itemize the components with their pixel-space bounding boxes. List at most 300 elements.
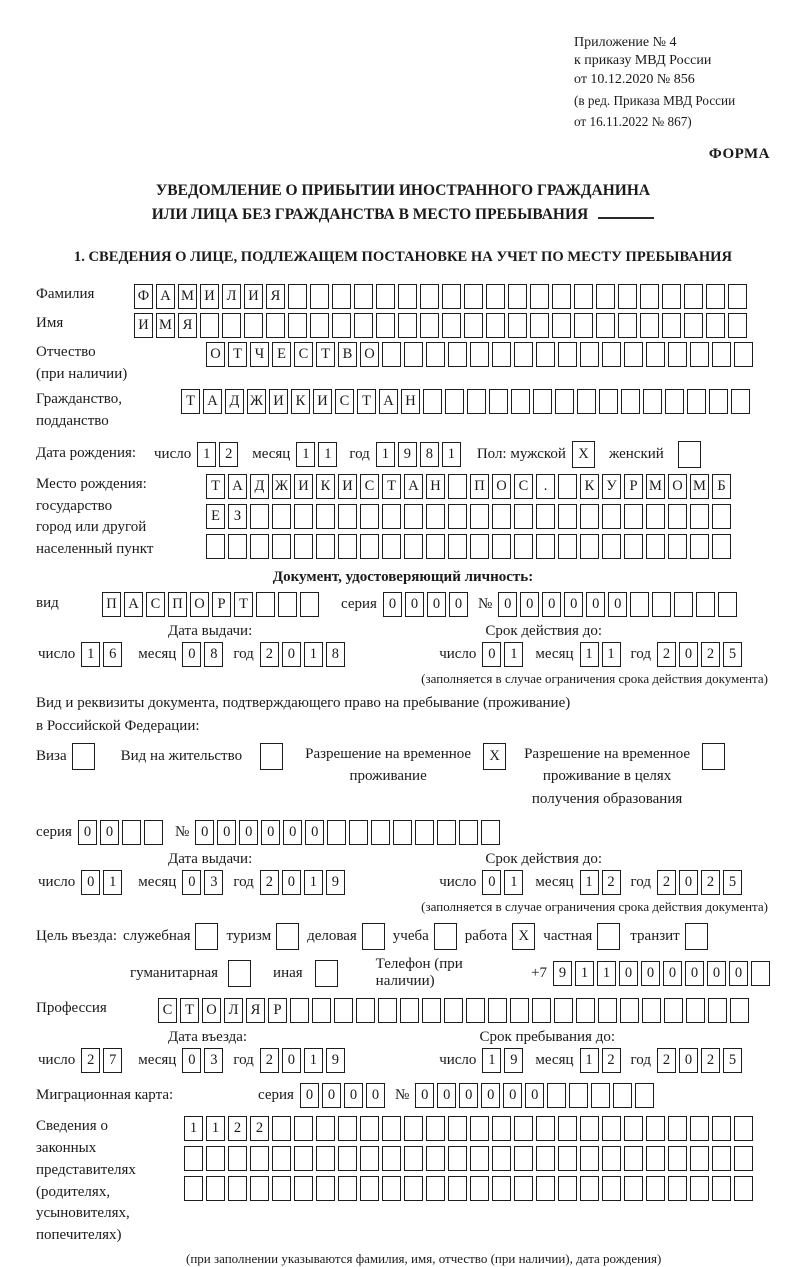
- char-box: [690, 534, 709, 559]
- purpose-checkbox: [362, 923, 385, 950]
- char-box: [558, 474, 577, 499]
- char-box: Л: [224, 998, 243, 1023]
- char-box: 0: [305, 820, 324, 845]
- char-box: И: [200, 284, 219, 309]
- purpose-label: Цель въезда:: [36, 928, 117, 945]
- char-box: [734, 1176, 753, 1201]
- char-box: 0: [619, 961, 638, 986]
- stay-until-group: [439, 1048, 742, 1073]
- char-box: [376, 313, 395, 338]
- char-box: [558, 534, 577, 559]
- char-box: [382, 342, 401, 367]
- char-box: [558, 1146, 577, 1171]
- day-label: число: [38, 1052, 76, 1069]
- representatives-box-rows: [184, 1116, 753, 1201]
- purpose-row: [36, 923, 770, 950]
- char-box: [712, 504, 731, 529]
- birth-place-boxes-1: [206, 474, 731, 499]
- char-box: 1: [296, 442, 315, 467]
- char-box: [300, 592, 319, 617]
- identity-valid-month-boxes: [580, 642, 621, 667]
- char-box: [315, 960, 338, 987]
- char-box: [530, 284, 549, 309]
- char-box: [360, 1176, 379, 1201]
- char-box: М: [156, 313, 175, 338]
- char-box: [696, 592, 715, 617]
- char-box: [442, 313, 461, 338]
- char-box: 2: [657, 870, 676, 895]
- char-box: [558, 1116, 577, 1141]
- char-box: Д: [250, 474, 269, 499]
- char-box: [371, 820, 390, 845]
- char-box: Я: [178, 313, 197, 338]
- char-box: Ж: [247, 389, 266, 414]
- char-box: [470, 534, 489, 559]
- char-box: [470, 1116, 489, 1141]
- char-box: [360, 1116, 379, 1141]
- profession-row: [36, 998, 770, 1023]
- char-box: З: [228, 504, 247, 529]
- char-box: [635, 1083, 654, 1108]
- char-box: [448, 534, 467, 559]
- char-box: [360, 534, 379, 559]
- char-box: [228, 1146, 247, 1171]
- residence-valid-day-boxes: [482, 870, 523, 895]
- char-box: Ч: [250, 342, 269, 367]
- char-box: 2: [657, 642, 676, 667]
- char-box: 9: [504, 1048, 523, 1073]
- char-box: 0: [282, 642, 301, 667]
- char-box: [492, 504, 511, 529]
- char-box: 0: [81, 870, 100, 895]
- birth-date-row: [36, 441, 770, 468]
- char-box: [514, 534, 533, 559]
- entry-dates-row: [36, 1048, 770, 1073]
- char-box: [602, 1146, 621, 1171]
- char-box: [591, 1083, 610, 1108]
- char-box: 0: [195, 820, 214, 845]
- temp-residence-label: Разрешение на временное проживание: [305, 745, 472, 785]
- char-box: 1: [442, 442, 461, 467]
- migration-series-label: серия: [258, 1087, 294, 1104]
- char-box: [376, 284, 395, 309]
- char-box: [690, 1116, 709, 1141]
- char-box: [492, 534, 511, 559]
- char-box: [492, 1176, 511, 1201]
- char-box: М: [690, 474, 709, 499]
- char-box: 0: [679, 870, 698, 895]
- char-box: [316, 534, 335, 559]
- char-box: [426, 1176, 445, 1201]
- char-box: 0: [503, 1083, 522, 1108]
- char-box: [508, 284, 527, 309]
- year-label: год: [630, 645, 651, 662]
- identity-kind-boxes: [102, 592, 319, 617]
- char-box: 5: [723, 870, 742, 895]
- purpose-checkbox: [434, 923, 457, 950]
- char-box: [444, 998, 463, 1023]
- char-box: 8: [420, 442, 439, 467]
- identity-issue-header: Дата выдачи:: [168, 622, 253, 639]
- appendix-line: от 10.12.2020 № 856: [574, 71, 695, 87]
- char-box: [327, 820, 346, 845]
- char-box: Т: [316, 342, 335, 367]
- char-box: [378, 998, 397, 1023]
- char-box: 2: [260, 642, 279, 667]
- profession-label: Профессия: [36, 1000, 107, 1017]
- char-box: 1: [482, 1048, 501, 1073]
- char-box: [294, 1146, 313, 1171]
- page-title: [36, 179, 770, 227]
- char-box: [316, 1146, 335, 1171]
- char-box: 1: [580, 870, 599, 895]
- char-box: [382, 1176, 401, 1201]
- char-box: [686, 998, 705, 1023]
- char-box: [470, 342, 489, 367]
- char-box: Т: [180, 998, 199, 1023]
- char-box: О: [492, 474, 511, 499]
- char-box: 2: [228, 1116, 247, 1141]
- char-box: 9: [553, 961, 572, 986]
- char-box: [250, 504, 269, 529]
- char-box: [668, 1176, 687, 1201]
- month-label: месяц: [535, 645, 574, 662]
- profession-boxes: [158, 998, 749, 1023]
- surname-label: Фамилия: [36, 285, 95, 302]
- identity-valid-group: [439, 642, 742, 667]
- char-box: 8: [326, 642, 345, 667]
- char-box: [338, 1176, 357, 1201]
- char-box: [448, 1176, 467, 1201]
- char-box: 0: [707, 961, 726, 986]
- day-label: число: [38, 645, 76, 662]
- char-box: О: [360, 342, 379, 367]
- residence-valid-header: Срок действия до:: [485, 851, 602, 868]
- entry-date-header: Дата въезда:: [168, 1029, 248, 1046]
- birth-place-label-line: государство: [36, 497, 113, 514]
- char-box: А: [404, 474, 423, 499]
- patronymic-label-2: (при наличии): [36, 365, 128, 382]
- char-box: [510, 998, 529, 1023]
- char-box: 1: [304, 1048, 323, 1073]
- char-box: [514, 1116, 533, 1141]
- char-box: 9: [326, 870, 345, 895]
- char-box: [532, 998, 551, 1023]
- char-box: [734, 342, 753, 367]
- char-box: [200, 313, 219, 338]
- char-box: [393, 820, 412, 845]
- char-box: Т: [357, 389, 376, 414]
- char-box: И: [313, 389, 332, 414]
- char-box: [751, 961, 770, 986]
- char-box: [184, 1146, 203, 1171]
- char-box: [646, 504, 665, 529]
- purpose-option: работа X: [465, 923, 536, 950]
- char-box: [547, 1083, 566, 1108]
- char-box: [536, 534, 555, 559]
- char-box: [536, 504, 555, 529]
- char-box: 0: [525, 1083, 544, 1108]
- char-box: 0: [217, 820, 236, 845]
- entry-year-boxes: [260, 1048, 345, 1073]
- edition-line: от 16.11.2022 № 867): [574, 113, 692, 129]
- char-box: [602, 504, 621, 529]
- char-box: [448, 342, 467, 367]
- char-box: [646, 1176, 665, 1201]
- char-box: М: [646, 474, 665, 499]
- char-box: 1: [197, 442, 216, 467]
- identity-issue-month-boxes: [182, 642, 223, 667]
- char-box: Я: [246, 998, 265, 1023]
- char-box: 0: [100, 820, 119, 845]
- title-underline: [598, 217, 654, 219]
- char-box: [426, 1146, 445, 1171]
- char-box: [514, 504, 533, 529]
- identity-valid-year-boxes: [657, 642, 742, 667]
- birth-place-label-line: город или другой: [36, 519, 147, 536]
- purpose-checkbox: [597, 923, 620, 950]
- char-box: 0: [239, 820, 258, 845]
- char-box: [354, 313, 373, 338]
- char-box: [642, 998, 661, 1023]
- char-box: 2: [701, 870, 720, 895]
- char-box: Н: [426, 474, 445, 499]
- char-box: О: [202, 998, 221, 1023]
- char-box: К: [316, 474, 335, 499]
- surname-row: [36, 284, 770, 309]
- char-box: [685, 923, 708, 950]
- char-box: 0: [344, 1083, 363, 1108]
- year-label: год: [630, 874, 651, 891]
- char-box: [467, 389, 486, 414]
- char-box: [554, 998, 573, 1023]
- char-box: [470, 504, 489, 529]
- char-box: [492, 342, 511, 367]
- purpose-option: туризм: [226, 923, 299, 950]
- char-box: [486, 313, 505, 338]
- char-box: А: [156, 284, 175, 309]
- patronymic-boxes: [206, 342, 753, 367]
- stay-month-boxes: [580, 1048, 621, 1073]
- char-box: [294, 1116, 313, 1141]
- char-box: Р: [268, 998, 287, 1023]
- char-box: 0: [366, 1083, 385, 1108]
- sex-male-label: Пол: мужской: [476, 445, 566, 462]
- char-box: [646, 1116, 665, 1141]
- char-box: [404, 1176, 423, 1201]
- char-box: [662, 313, 681, 338]
- char-box: [206, 1146, 225, 1171]
- appendix-block: [574, 34, 770, 130]
- char-box: [552, 284, 571, 309]
- purpose-option: иная: [273, 960, 338, 987]
- char-box: [294, 1176, 313, 1201]
- char-box: [415, 820, 434, 845]
- char-box: [728, 284, 747, 309]
- char-box: 2: [657, 1048, 676, 1073]
- char-box: [332, 313, 351, 338]
- char-box: Н: [401, 389, 420, 414]
- char-box: [577, 389, 596, 414]
- char-box: [228, 1176, 247, 1201]
- char-box: 2: [701, 642, 720, 667]
- char-box: [404, 1146, 423, 1171]
- char-box: [184, 1176, 203, 1201]
- char-box: [354, 284, 373, 309]
- char-box: 1: [602, 642, 621, 667]
- char-box: [228, 960, 251, 987]
- char-box: И: [134, 313, 153, 338]
- char-box: [640, 284, 659, 309]
- char-box: С: [514, 474, 533, 499]
- identity-doc-heading: Документ, удостоверяющий личность:: [272, 568, 534, 585]
- char-box: Р: [212, 592, 231, 617]
- char-box: 0: [608, 592, 627, 617]
- char-box: [294, 504, 313, 529]
- char-box: 1: [580, 1048, 599, 1073]
- char-box: Б: [712, 474, 731, 499]
- char-box: У: [602, 474, 621, 499]
- char-box: 1: [318, 442, 337, 467]
- char-box: [244, 313, 263, 338]
- char-box: [272, 1146, 291, 1171]
- char-box: [206, 1176, 225, 1201]
- char-box: [574, 313, 593, 338]
- identity-valid-header: Срок действия до:: [485, 622, 602, 639]
- entry-month-boxes: [182, 1048, 223, 1073]
- section-1-heading: 1. СВЕДЕНИЯ О ЛИЦЕ, ПОДЛЕЖАЩЕМ ПОСТАНОВКЕ НА УЧЕТ ПО МЕСТУ ПРЕБЫВАНИЯ: [73, 248, 733, 265]
- month-label: месяц: [535, 874, 574, 891]
- char-box: [426, 504, 445, 529]
- residence-valid-year-boxes: [657, 870, 742, 895]
- phone-boxes: [553, 961, 770, 986]
- char-box: [466, 998, 485, 1023]
- char-box: 0: [405, 592, 424, 617]
- char-box: [576, 998, 595, 1023]
- char-box: 2: [701, 1048, 720, 1073]
- char-box: О: [668, 474, 687, 499]
- char-box: 5: [723, 1048, 742, 1073]
- char-box: [338, 1116, 357, 1141]
- day-label: число: [439, 1052, 477, 1069]
- birth-month-boxes: [296, 442, 337, 467]
- birth-place-label-line: населенный пункт: [36, 541, 154, 557]
- char-box: [382, 1146, 401, 1171]
- char-box: [580, 534, 599, 559]
- month-label: месяц: [138, 645, 177, 662]
- char-box: [668, 504, 687, 529]
- char-box: 0: [383, 592, 402, 617]
- char-box: [400, 998, 419, 1023]
- residence-series-row: [36, 820, 770, 845]
- char-box: [459, 820, 478, 845]
- char-box: П: [102, 592, 121, 617]
- phone-prefix: +7: [531, 964, 547, 981]
- sex-male-checkbox: [572, 441, 595, 468]
- char-box: Я: [266, 284, 285, 309]
- char-box: 1: [81, 642, 100, 667]
- form-word: ФОРМА: [708, 145, 770, 162]
- char-box: [712, 1146, 731, 1171]
- purpose-checkbox: [512, 923, 535, 950]
- char-box: [266, 313, 285, 338]
- char-box: Е: [206, 504, 225, 529]
- birth-day-boxes: [197, 442, 238, 467]
- char-box: [398, 313, 417, 338]
- char-box: С: [158, 998, 177, 1023]
- char-box: [338, 534, 357, 559]
- birth-year-boxes: [376, 442, 461, 467]
- char-box: [426, 342, 445, 367]
- char-box: 2: [260, 1048, 279, 1073]
- edu-residence-checkbox: [702, 743, 725, 770]
- residence-restriction-note: (заполняется в случае ограничения срока действия документа): [421, 899, 768, 915]
- char-box: А: [228, 474, 247, 499]
- residence-doc-type-row: [36, 743, 770, 811]
- char-box: [508, 313, 527, 338]
- char-box: 0: [663, 961, 682, 986]
- identity-issue-year-boxes: [260, 642, 345, 667]
- char-box: [464, 313, 483, 338]
- char-box: С: [294, 342, 313, 367]
- representatives-label: Сведения о законных представителях (родителях, усыновителях, попечителях): [36, 1118, 136, 1243]
- char-box: [272, 1176, 291, 1201]
- char-box: [382, 534, 401, 559]
- char-box: 2: [219, 442, 238, 467]
- char-box: С: [335, 389, 354, 414]
- purpose-option: транзит: [630, 923, 707, 950]
- day-label: число: [439, 874, 477, 891]
- residence-date-headers: [36, 851, 770, 868]
- char-box: Т: [181, 389, 200, 414]
- stay-day-boxes: [482, 1048, 523, 1073]
- char-box: Т: [382, 474, 401, 499]
- char-box: 0: [729, 961, 748, 986]
- char-box: И: [294, 474, 313, 499]
- birth-place-row: [36, 474, 770, 561]
- char-box: 1: [103, 870, 122, 895]
- char-box: [602, 1116, 621, 1141]
- birth-date-label: Дата рождения:: [36, 445, 137, 462]
- month-label: месяц: [138, 1052, 177, 1069]
- char-box: [662, 284, 681, 309]
- char-box: [448, 474, 467, 499]
- char-box: [613, 1083, 632, 1108]
- day-label: число: [439, 645, 477, 662]
- char-box: [492, 1146, 511, 1171]
- residence-number-boxes: [195, 820, 500, 845]
- char-box: [144, 820, 163, 845]
- residence-issue-year-boxes: [260, 870, 345, 895]
- char-box: [731, 389, 750, 414]
- char-box: [382, 1116, 401, 1141]
- char-box: И: [338, 474, 357, 499]
- appendix-line: к приказу МВД России: [574, 53, 712, 69]
- char-box: 0: [282, 1048, 301, 1073]
- residence-issue-month-boxes: [182, 870, 223, 895]
- char-box: [668, 534, 687, 559]
- char-box: О: [206, 342, 225, 367]
- char-box: [362, 923, 385, 950]
- visa-label: Виза: [36, 747, 67, 764]
- char-box: [536, 1146, 555, 1171]
- residence-valid-month-boxes: [580, 870, 621, 895]
- sex-female-label: женский: [608, 445, 664, 462]
- edu-residence-label: Разрешение на временное проживание в целях получения образования: [524, 745, 691, 807]
- char-box: [442, 284, 461, 309]
- char-box: 1: [304, 870, 323, 895]
- char-box: Ф: [134, 284, 153, 309]
